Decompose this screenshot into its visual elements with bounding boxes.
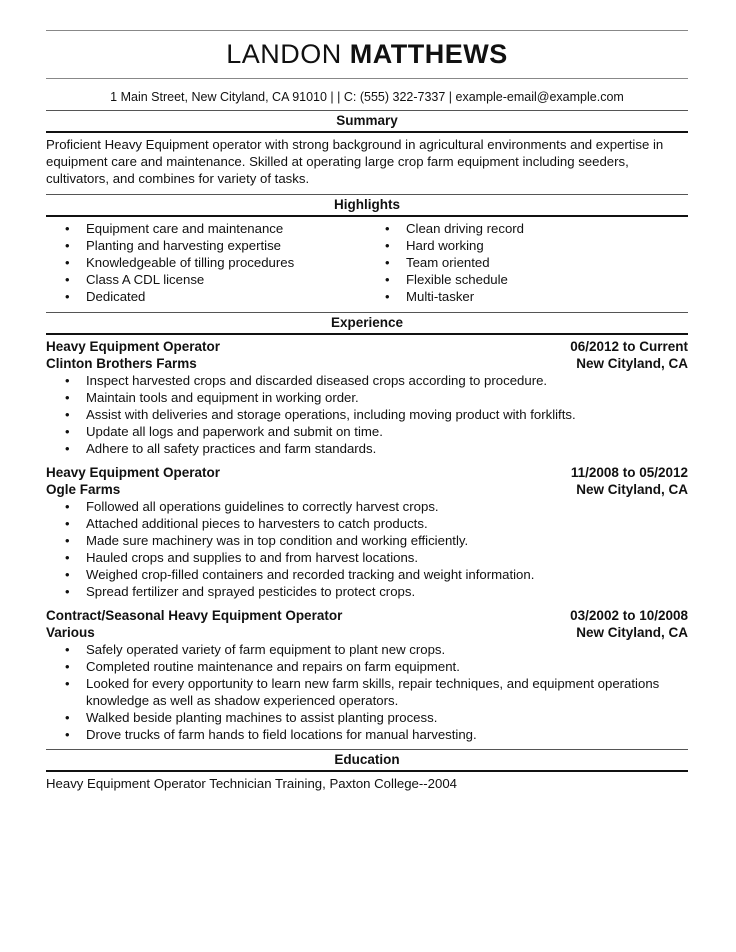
highlights-left-column <box>46 220 366 305</box>
contact-line: 1 Main Street, New Cityland, CA 91010 | | C: (555) 322-7337 | example-email@example.com <box>110 90 624 104</box>
highlight-item: • Flexible schedule <box>366 271 686 288</box>
job-bullet: • Safely operated variety of farm equipment to plant new crops. <box>46 641 688 658</box>
job-header <box>46 607 688 624</box>
job-dates: 03/2002 to 10/2008 <box>570 608 688 623</box>
job-dates: 11/2008 to 05/2012 <box>570 465 688 480</box>
job-bullet: • Drove trucks of farm hands to field locations for manual harvesting. <box>46 726 688 743</box>
highlight-item: • Dedicated <box>46 288 366 305</box>
job-bullet: • Assist with deliveries and storage operations, including moving product with forklifts. <box>46 406 688 423</box>
job-bullet: • Attached additional pieces to harvesters to catch products. <box>46 515 688 532</box>
job-company: Clinton Brothers Farms <box>46 356 197 371</box>
top-rule <box>46 30 688 31</box>
experience-title: Experience <box>330 315 404 330</box>
job-company: Ogle Farms <box>46 482 121 497</box>
job-bullet: • Spread fertilizer and sprayed pesticides to protect crops. <box>46 583 688 600</box>
job-entry <box>46 335 688 457</box>
highlights-title: Highlights <box>334 197 400 212</box>
highlights-columns <box>46 217 688 312</box>
job-company-row <box>46 481 688 498</box>
job-header <box>46 338 688 355</box>
job-entry <box>46 461 688 600</box>
job-bullet: • Followed all operations guidelines to correctly harvest crops. <box>46 498 688 515</box>
job-entry <box>46 604 688 743</box>
highlight-item: • Knowledgeable of tilling procedures <box>46 254 366 271</box>
highlights-right-column <box>366 220 686 305</box>
job-dates: 06/2012 to Current <box>570 339 688 354</box>
job-bullet: • Inspect harvested crops and discarded diseased crops according to procedure. <box>46 372 688 389</box>
highlight-item: • Class A CDL license <box>46 271 366 288</box>
job-bullet: • Walked beside planting machines to assist planting process. <box>46 709 688 726</box>
candidate-name <box>46 39 688 69</box>
job-header <box>46 464 688 481</box>
job-bullet: • Looked for every opportunity to learn new farm skills, repair techniques, and equipment operations knowledge as well as shadow experienced operators. <box>46 675 688 709</box>
job-bullet: • Maintain tools and equipment in working order. <box>46 389 688 406</box>
highlight-item: • Clean driving record <box>366 220 686 237</box>
summary-title: Summary <box>336 113 398 128</box>
job-title: Heavy Equipment Operator <box>46 339 221 354</box>
education-text: Heavy Equipment Operator Technician Training, Paxton College--2004 <box>46 776 457 791</box>
education-title: Education <box>334 752 400 767</box>
job-bullets <box>46 372 688 457</box>
job-bullet: • Update all logs and paperwork and submit on time. <box>46 423 688 440</box>
highlight-item: • Planting and harvesting expertise <box>46 237 366 254</box>
resume-page <box>46 0 688 792</box>
job-bullet: • Hauled crops and supplies to and from harvest locations. <box>46 549 688 566</box>
highlight-item: • Multi-tasker <box>366 288 686 305</box>
summary-text: Proficient Heavy Equipment operator with strong background in agricultural environments and expertise in equipment care and maintenance. Skilled at operating large crop farm equipment including seeders, cultivators, and combines for variety of tasks. <box>46 137 664 186</box>
job-title: Contract/Seasonal Heavy Equipment Operator <box>46 608 343 623</box>
job-title: Heavy Equipment Operator <box>46 465 221 480</box>
highlight-item: • Hard working <box>366 237 686 254</box>
first-name: LANDON <box>226 39 342 69</box>
job-bullet: • Weighed crop-filled containers and recorded tracking and weight information. <box>46 566 688 583</box>
job-location: New Cityland, CA <box>576 482 688 497</box>
last-name: MATTHEWS <box>349 39 508 69</box>
job-location: New Cityland, CA <box>576 356 688 371</box>
job-bullets <box>46 498 688 600</box>
job-location: New Cityland, CA <box>576 625 688 640</box>
job-bullet: • Completed routine maintenance and repairs on farm equipment. <box>46 658 688 675</box>
job-bullet: • Adhere to all safety practices and farm standards. <box>46 440 688 457</box>
job-company-row <box>46 355 688 372</box>
highlight-item: • Equipment care and maintenance <box>46 220 366 237</box>
job-company-row <box>46 624 688 641</box>
name-rule <box>46 78 688 79</box>
job-bullet: • Made sure machinery was in top condition and working efficiently. <box>46 532 688 549</box>
job-company: Various <box>46 625 95 640</box>
job-bullets <box>46 641 688 743</box>
highlight-item: • Team oriented <box>366 254 686 271</box>
